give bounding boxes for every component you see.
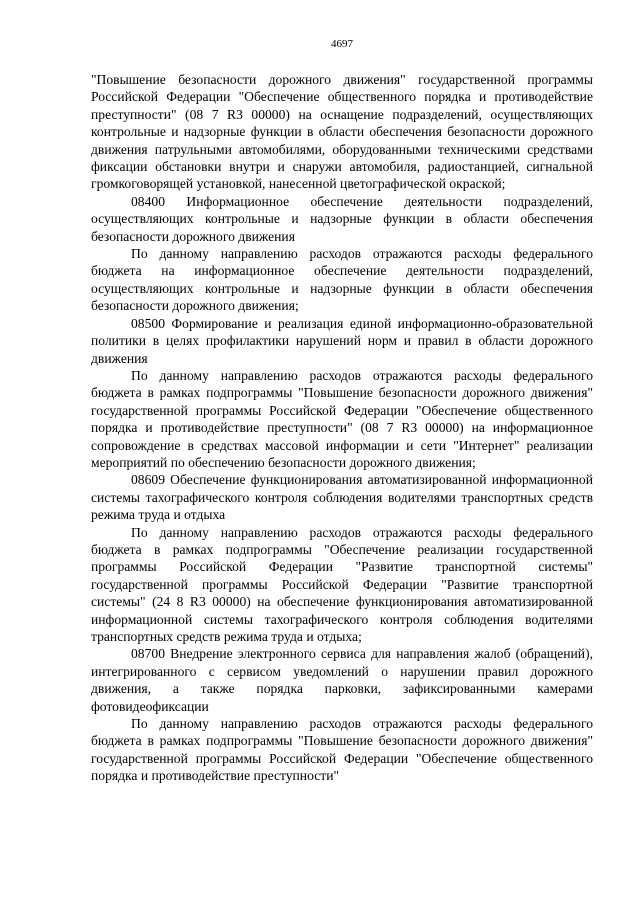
paragraph-08500-heading: 08500 Формирование и реализация единой информационно-образовательной политики в целях профилактики нарушений норм и правил в области дорожного движения (91, 315, 593, 366)
paragraph-08400-heading: 08400 Информационное обеспечение деятельности подразделений, осуществляющих контрольные и надзорные функции в области обеспечения безопасности дорожного движения (91, 193, 593, 244)
paragraph-08700-heading: 08700 Внедрение электронного сервиса для направления жалоб (обращений), интегрированного с сервисом уведомлений о нарушении правил дорожного движения, а также порядка парковки, зафиксированными камерами фотовидеофиксации (91, 646, 593, 714)
paragraph-08500-description: По данному направлению расходов отражаются расходы федерального бюджета в рамках подпрограммы "Повышение безопасности дорожного движения" государственной программы Российской Федерации "Обеспечение общественного порядка и противодействие преступности" (08 7 R3 00000) на информационное сопровождение в средствах массовой информации и сети "Интернет" реализации мероприятий по обеспечению безопасности дорожного движения; (91, 367, 593, 470)
paragraph-08700-description: По данному направлению расходов отражаются расходы федерального бюджета в рамках подпрограммы "Повышение безопасности дорожного движения" государственной программы Российской Федерации "Обеспечение общественного порядка и противодействие преступности" (91, 716, 593, 784)
paragraph-08400-description: По данному направлению расходов отражаются расходы федерального бюджета на информационное обеспечение деятельности подразделений, осуществляющих контрольные и надзорные функции в области обеспечения безопасности дорожного движения; (91, 246, 593, 314)
paragraph-traffic-safety-vehicles: "Повышение безопасности дорожного движения" государственной программы Российской Федерации "Обеспечение общественного порядка и противодействие преступности" (08 7 R3 00000) на оснащение подразделений, осуществляющих контрольные и надзорные функции в области обеспечения безопасности дорожного движения патрульными автомобилями, оборудованными техническими средствами фиксации обстановки внутри и снаружи автомобиля, радиостанцией, сигнальной громкоговорящей установкой, нанесенной цветографической окраской; (91, 72, 593, 192)
page-number: 4697 (331, 38, 353, 50)
paragraph-08609-heading: 08609 Обеспечение функционирования автоматизированной информационной системы тахографического контроля соблюдения водителями транспортных средств режима труда и отдыха (91, 472, 593, 523)
paragraph-08609-description: По данному направлению расходов отражаются расходы федерального бюджета в рамках подпрограммы "Обеспечение реализации государственной программы Российской Федерации "Развитие транспортной системы" государственной программы Российской Федерации "Развитие транспортной системы" (24 8 R3 00000) на обеспечение функционирования автоматизированной информационной системы тахографического контроля соблюдения водителями транспортных средств режима труда и отдыха; (91, 524, 593, 644)
